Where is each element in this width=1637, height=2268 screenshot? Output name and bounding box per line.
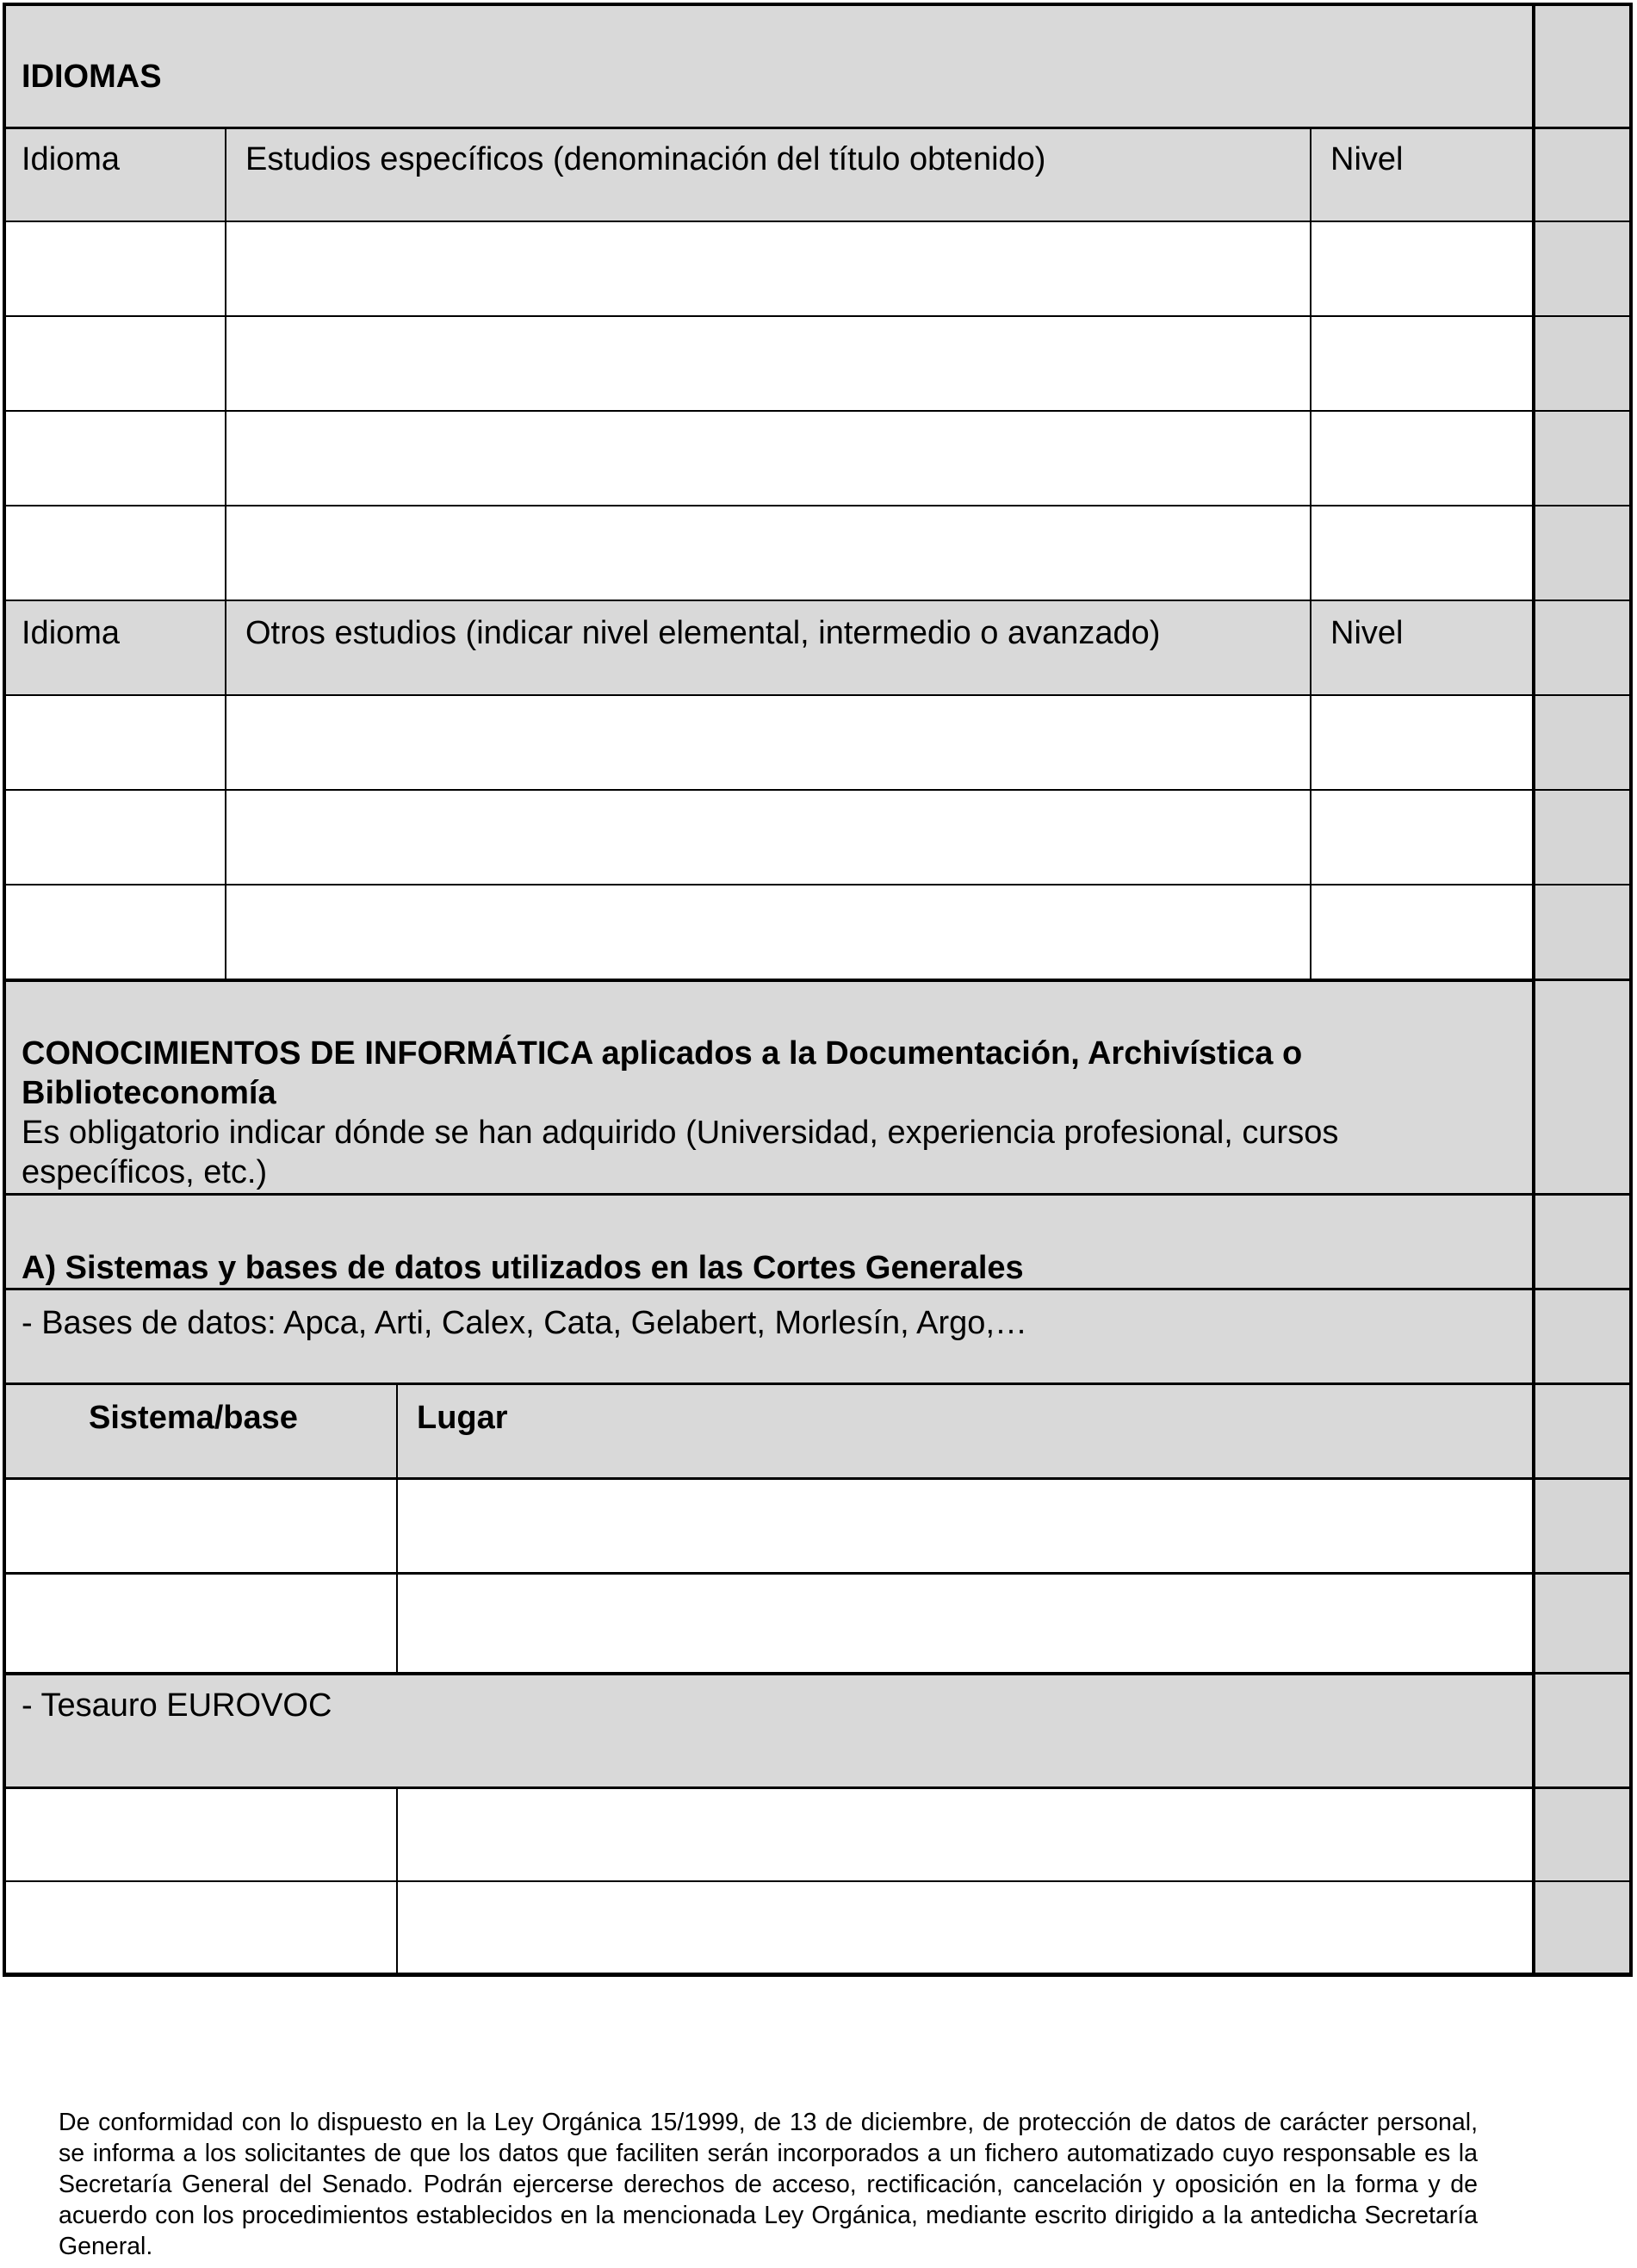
sistema-field[interactable] <box>6 1480 396 1572</box>
nivel-field[interactable] <box>1311 791 1532 884</box>
row-line <box>3 979 1535 982</box>
header-lugar: Lugar <box>417 1400 508 1436</box>
side-row-line <box>1535 410 1631 412</box>
header-estudios-especificos: Estudios específicos (denominación del título obtenido) <box>245 141 1046 177</box>
idioma-field[interactable] <box>6 412 225 505</box>
side-column <box>1535 3 1633 1974</box>
row-line <box>3 600 1535 601</box>
border-right <box>1629 3 1633 1977</box>
row-line <box>3 127 1535 129</box>
lugar-field[interactable] <box>398 1480 1532 1572</box>
side-divider <box>1532 3 1535 1977</box>
side-row-line <box>1535 1288 1631 1290</box>
section-a-title: A) Sistemas y bases de datos utilizados en las Cortes Generales <box>22 1250 1024 1286</box>
lugar-field[interactable] <box>398 1882 1532 1973</box>
idiomas-title-bg <box>4 4 1534 128</box>
estudios-field[interactable] <box>226 885 1310 979</box>
bases-datos-text: - Bases de datos: Apca, Arti, Calex, Cata, Gelabert, Morlesín, Argo,… <box>22 1305 1027 1341</box>
idioma-field[interactable] <box>6 317 225 410</box>
estudios-field[interactable] <box>226 696 1310 789</box>
sistema-field[interactable] <box>6 1789 396 1880</box>
side-row-line <box>1535 1477 1631 1480</box>
sistema-field[interactable] <box>6 1882 396 1973</box>
side-row-line <box>1535 1383 1631 1385</box>
side-row-line <box>1535 315 1631 317</box>
idioma-field[interactable] <box>6 791 225 884</box>
informatica-title: CONOCIMIENTOS DE INFORMÁTICA aplicados a la Documentación, Archivística o <box>22 1035 1303 1072</box>
header-otros-estudios: Otros estudios (indicar nivel elemental, intermedio o avanzado) <box>245 615 1161 651</box>
header-nivel-otros: Nivel <box>1330 615 1404 651</box>
idioma-field[interactable] <box>6 885 225 979</box>
side-row-line <box>1535 694 1631 696</box>
side-row-line <box>1535 127 1631 129</box>
side-row-line <box>1535 884 1631 885</box>
nivel-field[interactable] <box>1311 222 1532 315</box>
header-sistema-base: Sistema/base <box>89 1400 298 1436</box>
side-row-line <box>1535 1193 1631 1196</box>
estudios-field[interactable] <box>226 506 1310 600</box>
border-bottom <box>3 1973 1633 1977</box>
idioma-field[interactable] <box>6 696 225 789</box>
tesauro-text: - Tesauro EUROVOC <box>22 1687 332 1724</box>
nivel-field[interactable] <box>1311 885 1532 979</box>
side-row-line <box>1535 600 1631 601</box>
row-line <box>3 1288 1535 1290</box>
side-row-line <box>1535 505 1631 506</box>
side-row-line <box>1535 1672 1631 1675</box>
header-idioma: Idioma <box>22 141 121 177</box>
lugar-field[interactable] <box>398 1789 1532 1880</box>
estudios-field[interactable] <box>226 791 1310 884</box>
row-line <box>3 1672 1535 1675</box>
side-row-line <box>1535 1880 1631 1882</box>
header-idioma-otros: Idioma <box>22 615 121 651</box>
informatica-note-line2: específicos, etc.) <box>22 1154 268 1190</box>
informatica-note: Es obligatorio indicar dónde se han adquirido (Universidad, experiencia profesional, cursos <box>22 1115 1339 1151</box>
nivel-field[interactable] <box>1311 696 1532 789</box>
sistema-field[interactable] <box>6 1575 396 1672</box>
estudios-field[interactable] <box>226 222 1310 315</box>
border-top <box>3 3 1633 6</box>
row-line <box>3 1383 1535 1385</box>
idioma-field[interactable] <box>6 506 225 600</box>
idiomas-title: IDIOMAS <box>22 59 162 95</box>
informatica-title-line2: Biblioteconomía <box>22 1075 276 1111</box>
side-row-line <box>1535 1786 1631 1789</box>
lugar-field[interactable] <box>398 1575 1532 1672</box>
nivel-field[interactable] <box>1311 506 1532 600</box>
side-row-line <box>1535 789 1631 791</box>
estudios-field[interactable] <box>226 317 1310 410</box>
idioma-field[interactable] <box>6 222 225 315</box>
header-nivel: Nivel <box>1330 141 1404 177</box>
data-protection-notice: De conformidad con lo dispuesto en la Ley Orgánica 15/1999, de 13 de diciembre, de protección de datos de carácter personal, se informa a los solicitantes de que los datos que faciliten serán incorporados a un fichero automatizado cuyo responsable es la Secretaría General del Senado. Podrán ejercerse derechos de acceso, rectificación, cancelación y oposición en la forma y de acuerdo con los procedimientos establecidos en la mencionada Ley Orgánica, mediante escrito dirigido a la antedicha Secretaría General. <box>59 2109 1478 2260</box>
nivel-field[interactable] <box>1311 317 1532 410</box>
side-row-line <box>1535 979 1631 981</box>
side-row-line <box>1535 1572 1631 1575</box>
nivel-field[interactable] <box>1311 412 1532 505</box>
side-row-line <box>1535 221 1631 222</box>
row-line <box>3 1193 1535 1196</box>
estudios-field[interactable] <box>226 412 1310 505</box>
